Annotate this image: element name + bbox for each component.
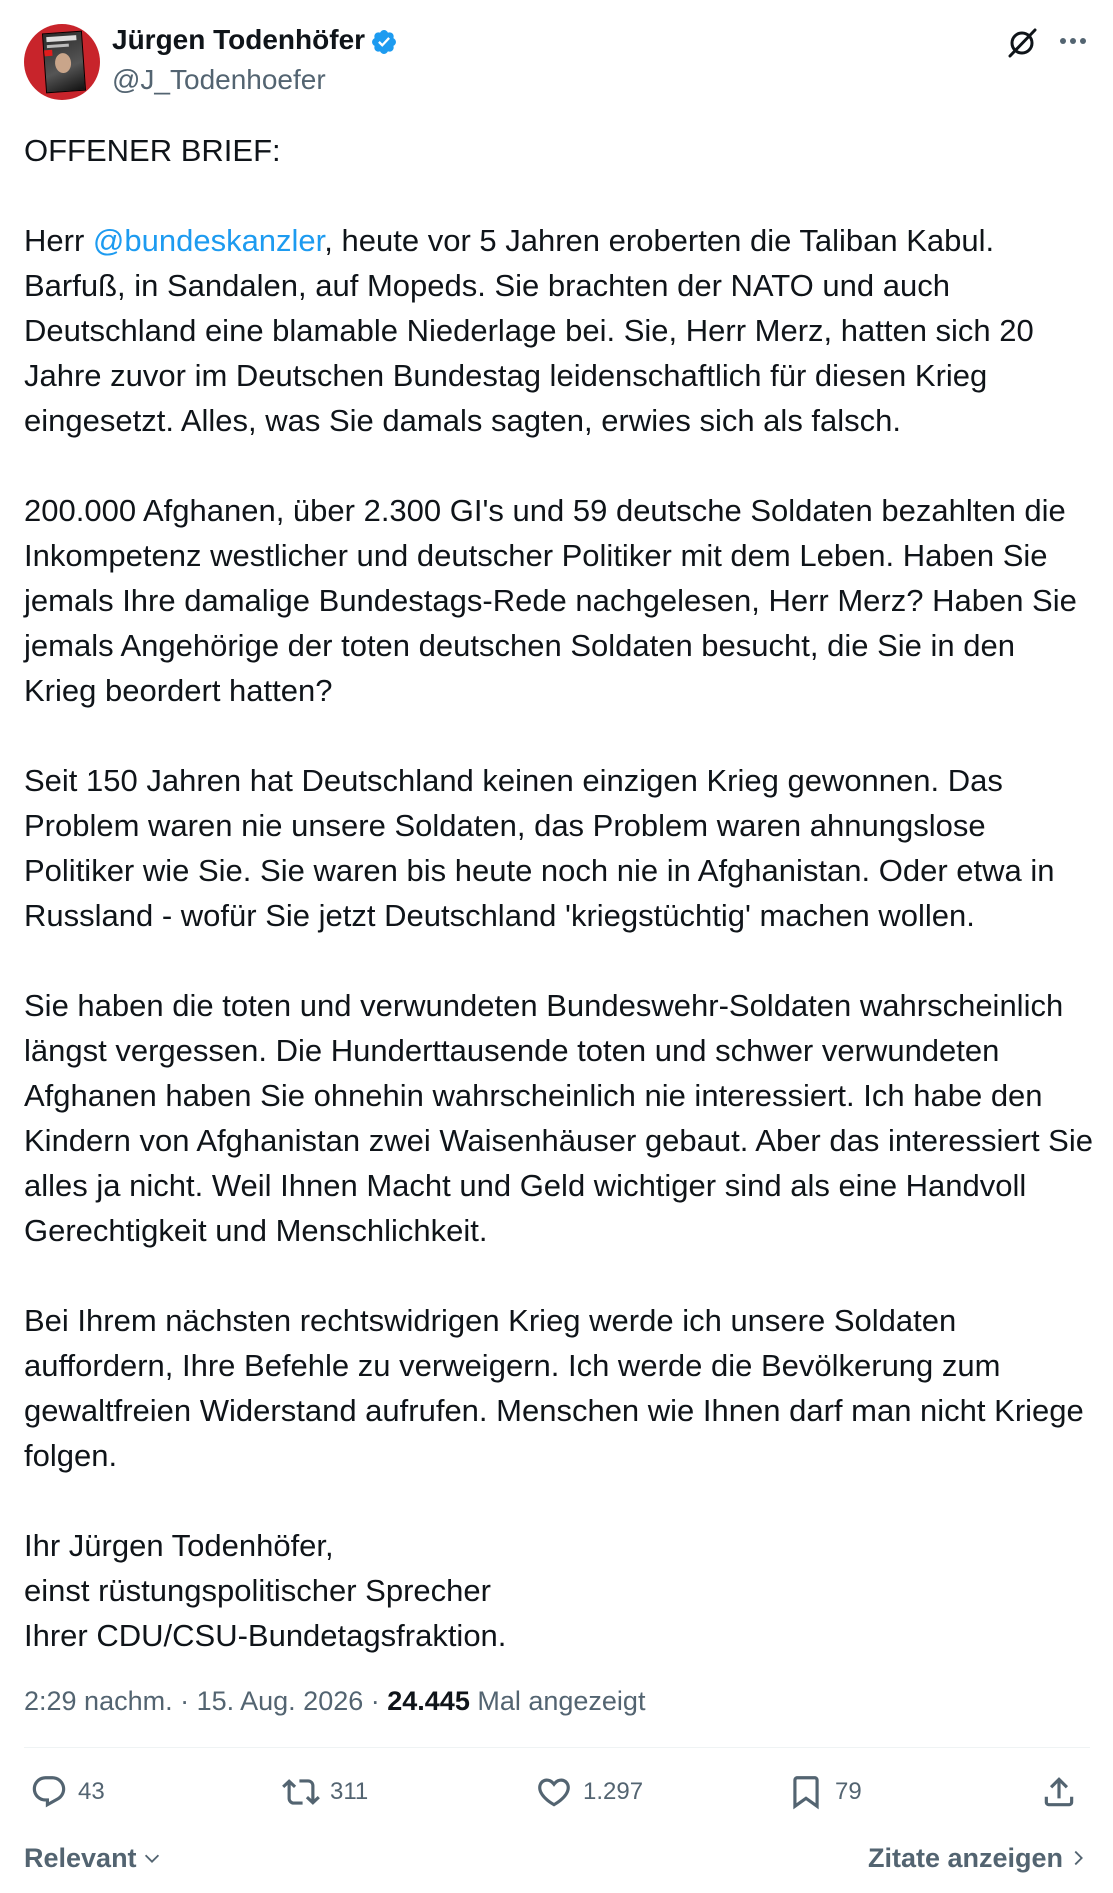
reply-icon xyxy=(30,1773,68,1811)
chevron-down-icon xyxy=(141,1847,163,1869)
grok-icon[interactable] xyxy=(1005,26,1039,60)
tweet-paragraph-3: Seit 150 Jahren hat Deutschland keinen einzigen Krieg gewonnen. Das Problem waren nie unsere Soldaten, das Problem waren ahnungslose Politiker wie Sie. Sie waren bis heute noch nie in Afghanistan. Oder etwa in Russland - wofür Sie jetzt Deutschland 'kriegstüchtig' machen wollen. xyxy=(24,763,1055,933)
author-handle[interactable]: @J_Todenhoefer xyxy=(112,64,326,95)
signature-line-2: einst rüstungspolitischer Sprecher xyxy=(24,1573,491,1608)
retweet-button[interactable] xyxy=(282,1772,368,1812)
mention-link[interactable]: @bundeskanzler xyxy=(92,223,325,258)
like-icon xyxy=(535,1773,573,1811)
more-icon[interactable] xyxy=(1056,24,1090,58)
paragraph-1-text-rest: , heute vor 5 Jahren eroberten die Taliban Kabul. Barfuß, in Sandalen, auf Mopeds. Sie brachten der NATO und auch Deutschland eine blamable Niederlage bei. Sie, Herr Merz, hatten sich 20 Jahre zuvor im Deutschen Bundestag leidenschaftlich für diesen Krieg eingesetzt. Alles, was Sie damals sagten, erwies sich als falsch. xyxy=(24,223,1034,438)
divider xyxy=(24,1747,1090,1748)
sort-label: Relevant xyxy=(24,1843,137,1873)
reply-button[interactable] xyxy=(30,1772,105,1812)
tweet-paragraph-5: Bei Ihrem nächsten rechtswidrigen Krieg werde ich unsere Soldaten auffordern, Ihre Befehle zu verweigern. Ich werde die Bevölkerung zum gewaltfreien Widerstand aufrufen. Menschen wie Ihnen darf man nicht Kriege folgen. xyxy=(24,1303,1084,1473)
sort-replies-dropdown[interactable] xyxy=(24,1840,163,1876)
avatar-book-image xyxy=(42,31,86,94)
bookmark-count: 79 xyxy=(835,1778,862,1805)
quotes-label: Zitate anzeigen xyxy=(867,1843,1063,1873)
reply-count: 43 xyxy=(78,1778,105,1805)
signature-line-1: Ihr Jürgen Todenhöfer, xyxy=(24,1528,334,1563)
share-button[interactable] xyxy=(1040,1772,1088,1812)
signature-line-3: Ihrer CDU/CSU-Bundetagsfraktion. xyxy=(24,1618,507,1653)
author-name[interactable]: Jürgen Todenhöfer xyxy=(112,24,366,55)
share-icon xyxy=(1040,1773,1078,1811)
tweet-heading: OFFENER BRIEF: xyxy=(24,133,281,168)
retweet-count: 311 xyxy=(330,1778,369,1805)
chevron-right-icon xyxy=(1067,1847,1089,1869)
tweet-paragraph-4: Sie haben die toten und verwundeten Bundeswehr-Soldaten wahrscheinlich längst vergessen. Die Hunderttausende toten und schwer verwundeten Afghanen haben Sie ohnehin wahrscheinlich nie interessiert. Ich habe den Kindern von Afghanistan zwei Waisenhäuser gebaut. Aber das interessiert Sie alles ja nicht. Weil Ihnen Macht und Geld wichtiger sind als eine Handvoll Gerechtigkeit und Menschlichkeit. xyxy=(24,988,1093,1248)
tweet-date[interactable]: 15. Aug. 2026 xyxy=(196,1686,364,1716)
bookmark-button[interactable] xyxy=(787,1772,862,1812)
like-count: 1.297 xyxy=(583,1778,644,1805)
view-count: 24.445 xyxy=(387,1686,470,1716)
retweet-icon xyxy=(282,1773,320,1811)
avatar[interactable] xyxy=(24,24,100,100)
meta-separator: · xyxy=(363,1686,388,1716)
verified-badge-icon[interactable] xyxy=(370,28,398,56)
tweet-paragraph-2: 200.000 Afghanen, über 2.300 GI's und 59 deutsche Soldaten bezahlten die Inkompetenz westlicher und deutscher Politiker mit dem Leben. Haben Sie jemals Ihre damalige Bundestags-Rede nachgelesen, Herr Merz? Haben Sie jemals Angehörige der toten deutschen Soldaten besucht, die Sie in den Krieg beordert hatten? xyxy=(24,493,1077,708)
like-button[interactable] xyxy=(535,1772,643,1812)
tweet-paragraph-1 xyxy=(24,218,1094,443)
tweet-text xyxy=(24,128,1094,1658)
tweet-time[interactable]: 2:29 nachm. xyxy=(24,1686,173,1716)
view-quotes-link[interactable] xyxy=(868,1840,1089,1876)
bookmark-icon xyxy=(787,1773,825,1811)
view-count-label: Mal angezeigt xyxy=(469,1686,646,1716)
meta-separator: · xyxy=(172,1686,197,1716)
paragraph-1-text: Herr xyxy=(24,223,93,258)
tweet-meta xyxy=(24,1683,645,1719)
